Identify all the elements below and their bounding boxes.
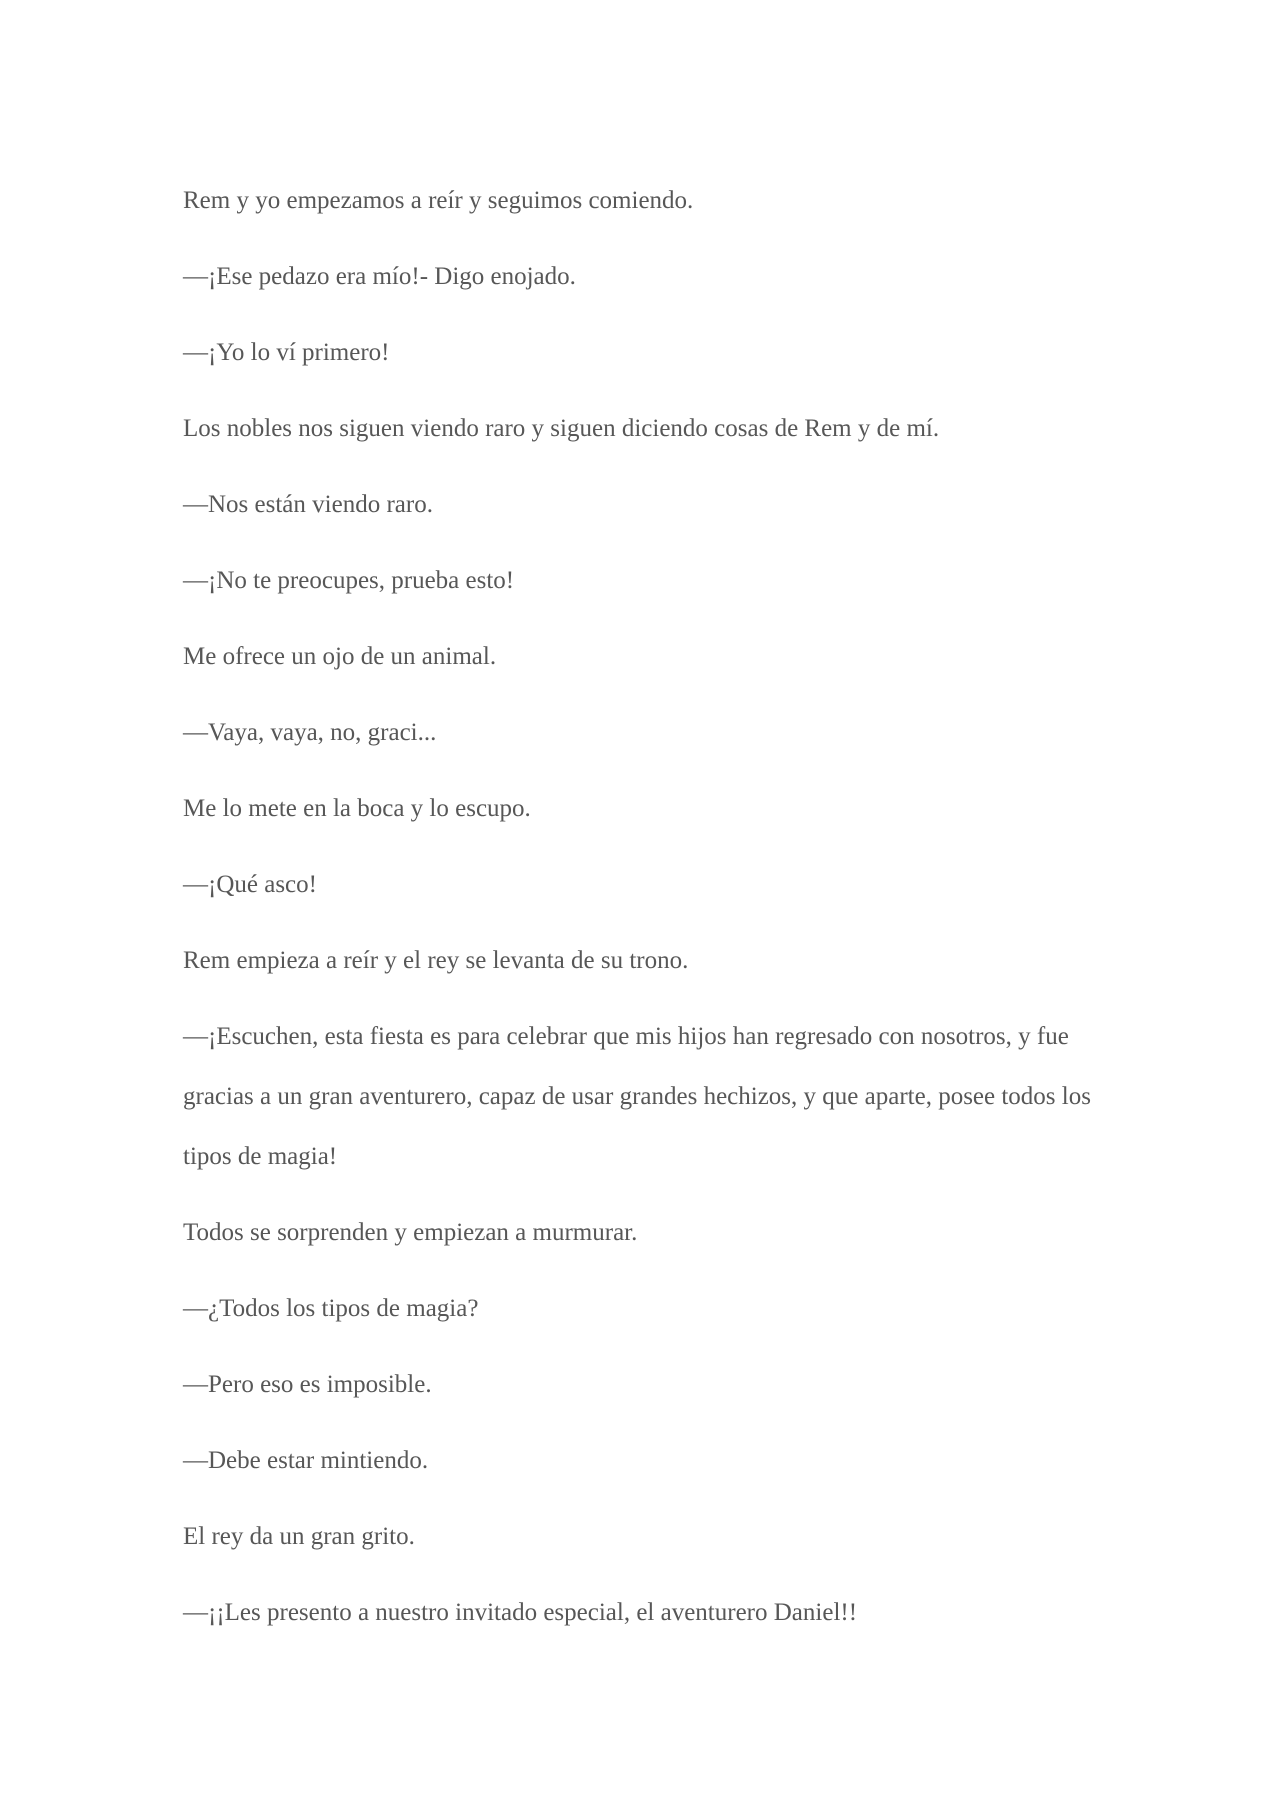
paragraph-5: —Nos están viendo raro. [183, 491, 433, 518]
paragraph-12: —¡Escuchen, esta fiesta es para celebrar que mis hijos han regresado con nosotros, y fue gracias a un gran aventurero, capaz de usar grandes hechizos, y que aparte, posee todos los tipos de magia! [183, 1023, 1091, 1170]
paragraph-15: —Pero eso es imposible. [183, 1371, 432, 1398]
paragraph-7: Me ofrece un ojo de un animal. [183, 643, 497, 670]
paragraph-1: Rem y yo empezamos a reír y seguimos comiendo. [183, 187, 694, 214]
paragraph-10: —¡Qué asco! [183, 871, 317, 898]
paragraph-9: Me lo mete en la boca y lo escupo. [183, 795, 531, 822]
paragraph-14: —¿Todos los tipos de magia? [183, 1295, 479, 1322]
paragraph-11: Rem empieza a reír y el rey se levanta de su trono. [183, 947, 689, 974]
document-body [183, 178, 1113, 1666]
paragraph-8: —Vaya, vaya, no, graci... [183, 719, 437, 746]
paragraph-3: —¡Yo lo ví primero! [183, 339, 390, 366]
paragraph-2: —¡Ese pedazo era mío!- Digo enojado. [183, 263, 576, 290]
paragraph-6: —¡No te preocupes, prueba esto! [183, 567, 515, 594]
paragraph-18: —¡¡Les presento a nuestro invitado especial, el aventurero Daniel!! [183, 1599, 858, 1626]
paragraph-13: Todos se sorprenden y empiezan a murmurar. [183, 1219, 638, 1246]
paragraph-16: —Debe estar mintiendo. [183, 1447, 429, 1474]
paragraph-17: El rey da un gran grito. [183, 1523, 415, 1550]
paragraph-4: Los nobles nos siguen viendo raro y siguen diciendo cosas de Rem y de mí. [183, 415, 940, 442]
